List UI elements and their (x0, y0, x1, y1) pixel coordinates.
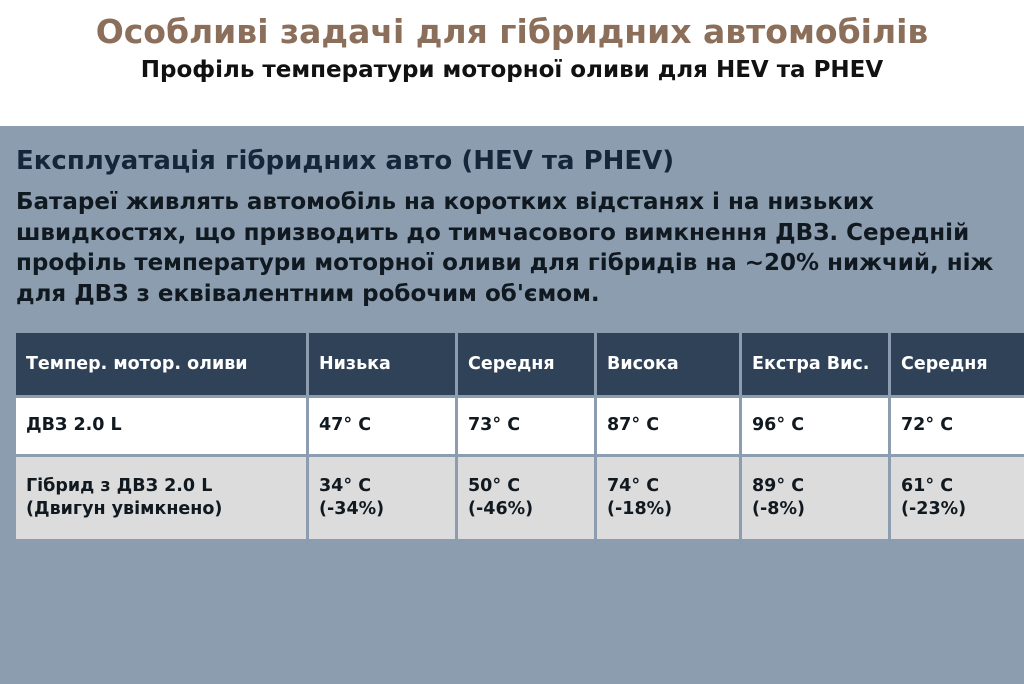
table-cell-line: ДВЗ 2.0 L (26, 415, 122, 436)
table-cell (742, 457, 888, 539)
table-cell (891, 457, 1024, 539)
table-cell-line: 73° C (468, 415, 521, 436)
temperature-table (13, 330, 1024, 542)
table-row (16, 398, 1024, 454)
table-cell-line: 47° C (319, 415, 372, 436)
table-column-header-5: Середня (891, 333, 1024, 395)
table-cell-line: Гібрид з ДВЗ 2.0 L (26, 475, 213, 496)
temperature-table-wrapper (14, 330, 1010, 542)
table-cell-line: (Двигун увімкнено) (26, 498, 223, 519)
table-cell-line: 96° C (752, 415, 805, 436)
table-cell-line: 61° C (901, 475, 954, 496)
table-header-row (16, 333, 1024, 395)
table-cell (742, 398, 888, 454)
table-cell (597, 398, 739, 454)
table-column-header-0: Темпер. мотор. оливи (16, 333, 306, 395)
page-subtitle: Профіль температури моторної оливи для HEV та PHEV (140, 56, 884, 83)
content-panel (0, 126, 1024, 684)
table-cell (597, 457, 739, 539)
table-cell-line: (-34%) (319, 498, 385, 519)
table-cell (309, 457, 455, 539)
table-column-header-1: Низька (309, 333, 455, 395)
table-cell (458, 457, 594, 539)
table-cell-line: 87° C (607, 415, 660, 436)
table-column-header-4: Екстра Вис. (742, 333, 888, 395)
table-cell (309, 398, 455, 454)
table-row-label (16, 457, 306, 539)
table-row (16, 457, 1024, 539)
table-cell-line: 34° C (319, 475, 372, 496)
section-body-text: Батареї живлять автомобіль на коротких відстанях і на низьких швидкостях, що призводить до тимчасового вимкнення ДВЗ. Середній профіль температури моторної оливи для гібридів на ~20% нижчий, ніж для ДВЗ з еквівалентним робочим об'ємом. (16, 189, 994, 307)
section-title: Експлуатація гібридних авто (HEV та PHEV) (16, 146, 675, 176)
table-cell-line: (-8%) (752, 498, 805, 519)
table-cell-line: (-46%) (468, 498, 534, 519)
table-cell-line: (-23%) (901, 498, 967, 519)
table-row-label (16, 398, 306, 454)
slide-header (0, 0, 1024, 95)
table-cell-line: 72° C (901, 415, 954, 436)
table-cell-line: 74° C (607, 475, 660, 496)
table-cell-line: 89° C (752, 475, 805, 496)
table-cell (891, 398, 1024, 454)
table-cell-line: 50° C (468, 475, 521, 496)
page-title: Особливі задачі для гібридних автомобілів (95, 12, 929, 51)
table-column-header-3: Висока (597, 333, 739, 395)
table-cell (458, 398, 594, 454)
table-cell-line: (-18%) (607, 498, 673, 519)
table-column-header-2: Середня (458, 333, 594, 395)
